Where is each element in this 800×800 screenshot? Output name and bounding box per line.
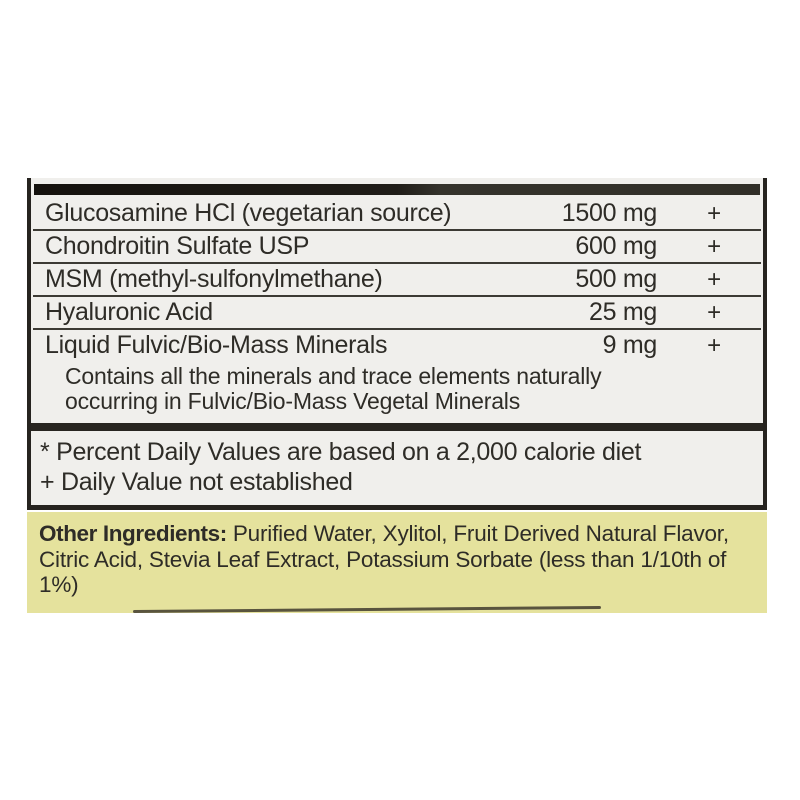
section-divider: [31, 423, 763, 431]
ingredient-amount: 500 mg: [575, 265, 657, 293]
other-ingredients-heading: Other Ingredients:: [39, 521, 227, 546]
ingredient-name: Glucosamine HCl (vegetarian source): [45, 199, 452, 227]
mineral-note-line2: occurring in Fulvic/Bio-Mass Vegetal Minerals: [65, 388, 521, 414]
ingredient-daily-value: +: [707, 298, 721, 326]
mineral-note-line1: Contains all the minerals and trace elements naturally: [65, 363, 602, 389]
other-ingredients-section: [27, 512, 767, 613]
ingredient-amount: 25 mg: [589, 298, 657, 326]
ingredient-name: MSM (methyl-sulfonylmethane): [45, 265, 383, 293]
ingredient-daily-value: +: [707, 199, 721, 227]
ingredient-name: Hyaluronic Acid: [45, 298, 213, 326]
ingredient-daily-value: +: [707, 265, 721, 293]
table-row: [31, 198, 763, 229]
ingredient-amount: 600 mg: [575, 232, 657, 260]
footnote-daily-value-not-established: + Daily Value not established: [40, 468, 353, 496]
ingredient-name: Chondroitin Sulfate USP: [45, 232, 310, 260]
supplement-facts-panel: [27, 178, 767, 510]
table-row: [31, 231, 763, 262]
ingredient-daily-value: +: [707, 331, 721, 359]
other-ingredients-list: Purified Water, Xylitol, Fruit Derived Natural Flavor, Citric Acid, Stevia Leaf Extract, Potassium Sorbate (less than 1/10th of 1%): [39, 521, 729, 597]
footnote-percent-daily-value: * Percent Daily Values are based on a 2,000 calorie diet: [40, 438, 642, 466]
footnotes: [31, 431, 763, 505]
table-row: [31, 264, 763, 295]
ingredient-name: Liquid Fulvic/Bio-Mass Minerals: [45, 331, 388, 359]
ingredient-amount: 9 mg: [602, 331, 657, 359]
ingredient-daily-value: +: [707, 232, 721, 260]
table-row: [31, 330, 763, 361]
ingredient-amount: 1500 mg: [561, 199, 657, 227]
panel-top-bar: [34, 184, 760, 195]
table-row: [31, 297, 763, 328]
mineral-note: [31, 361, 763, 414]
